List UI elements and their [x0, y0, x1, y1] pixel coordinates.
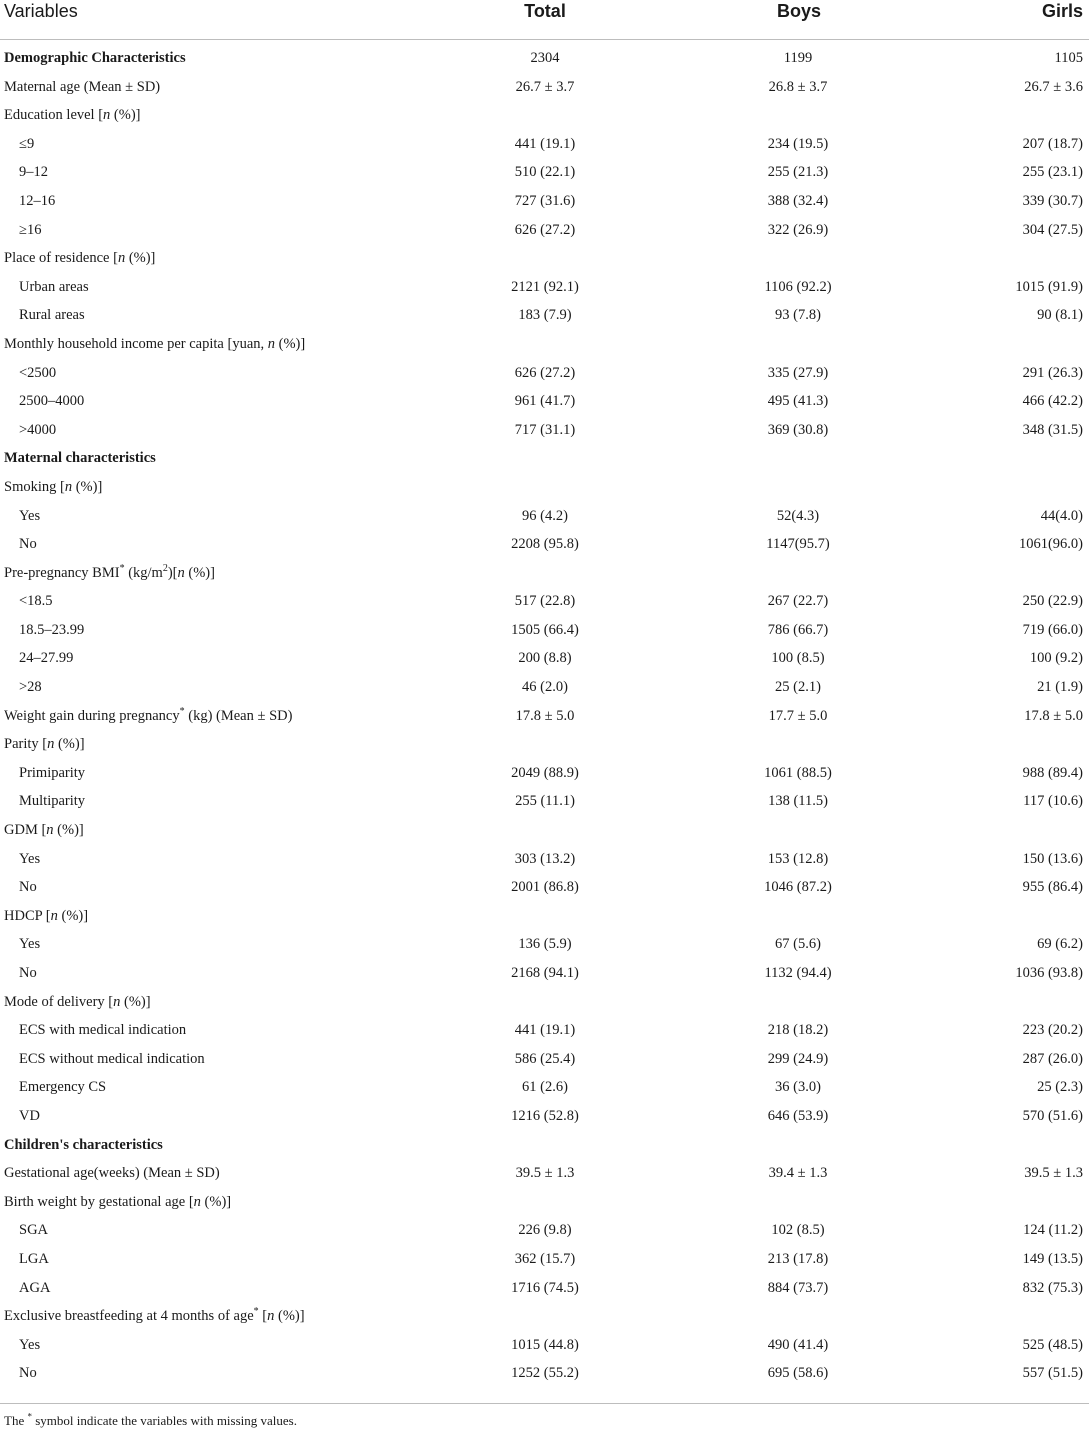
- cell-boys: 369 (30.8): [767, 421, 829, 438]
- row-label: 2500–4000: [19, 393, 85, 410]
- cell-boys: 1132 (94.4): [764, 965, 832, 981]
- cell-girls: 570 (51.6): [1022, 1107, 1083, 1124]
- cell-girls: 100 (9.2): [1029, 650, 1083, 667]
- row-label: Smoking [n (%)]: [4, 478, 103, 495]
- row-label: >28: [19, 679, 42, 696]
- row-label: 12–16: [19, 192, 56, 209]
- cell-boys: 67 (5.6): [775, 936, 821, 953]
- cell-girls: 1061(96.0): [1018, 536, 1083, 553]
- row-label: HDCP [n (%)]: [4, 907, 89, 924]
- row-label: Emergency CS: [19, 1079, 107, 1096]
- cell-girls: 255 (23.1): [1022, 164, 1083, 181]
- row-label: Monthly household income per capita [yuan, n (%)]: [4, 335, 306, 352]
- cell-girls: 124 (11.2): [1023, 1222, 1083, 1239]
- cell-total: 510 (22.1): [514, 164, 576, 181]
- cell-girls: 304 (27.5): [1022, 221, 1083, 238]
- cell-boys: 39.4 ± 1.3: [768, 1165, 828, 1182]
- table-row: [0, 1355, 1089, 1384]
- row-label: 24–27.99: [19, 650, 74, 667]
- table-row: [0, 183, 1089, 212]
- table-footnote: The * symbol indicate the variables with missing values.: [4, 1411, 297, 1428]
- header-variables: Variables: [4, 1, 78, 21]
- row-label: ≤9: [19, 135, 35, 152]
- cell-boys: 299 (24.9): [767, 1050, 829, 1067]
- header-girls: Girls: [1041, 1, 1083, 21]
- table-row: [0, 297, 1089, 326]
- row-label: GDM [n (%)]: [4, 822, 84, 839]
- row-label: Parity [n (%)]: [4, 736, 85, 753]
- cell-total: 303 (13.2): [514, 850, 576, 867]
- cell-total: 2001 (86.8): [511, 879, 579, 896]
- cell-boys: 25 (2.1): [775, 679, 821, 696]
- table-header: [0, 0, 1089, 40]
- header-total: Total: [524, 1, 566, 21]
- cell-girls: 207 (18.7): [1022, 135, 1083, 152]
- table-row: [0, 126, 1089, 155]
- table-row: [0, 1098, 1089, 1127]
- cell-boys: 17.7 ± 5.0: [768, 707, 828, 724]
- cell-boys: 1199: [783, 50, 813, 66]
- cell-total: 2208 (95.8): [511, 536, 579, 553]
- cell-boys: 138 (11.5): [768, 793, 828, 810]
- section-row: [0, 40, 1089, 69]
- row-label: Exclusive breastfeeding at 4 months of age* [n (%)]: [4, 1306, 305, 1325]
- cell-boys: 26.8 ± 3.7: [768, 78, 828, 95]
- cell-total: 226 (9.8): [518, 1222, 572, 1239]
- row-label: >4000: [19, 421, 57, 438]
- row-label: No: [19, 536, 37, 553]
- cell-total: 961 (41.7): [514, 393, 576, 410]
- table-row: [0, 812, 1089, 841]
- cell-total: 517 (22.8): [514, 593, 576, 610]
- cell-total: 441 (19.1): [514, 135, 576, 152]
- row-label: Gestational age(weeks) (Mean ± SD): [4, 1165, 220, 1182]
- cell-total: 586 (25.4): [514, 1050, 576, 1067]
- table-row: [0, 583, 1089, 612]
- cell-girls: 44(4.0): [1040, 507, 1083, 524]
- cell-boys: 495 (41.3): [767, 393, 829, 410]
- cell-boys: 255 (21.3): [767, 164, 829, 181]
- row-label: Mode of delivery [n (%)]: [4, 993, 151, 1010]
- row-label: Yes: [19, 936, 41, 953]
- cell-total: 626 (27.2): [514, 364, 576, 381]
- table-row: [0, 383, 1089, 412]
- cell-girls: 348 (31.5): [1022, 421, 1083, 438]
- cell-girls: 832 (75.3): [1022, 1279, 1083, 1296]
- row-label: Rural areas: [19, 307, 85, 324]
- cell-total: 2168 (94.1): [511, 965, 579, 981]
- cell-total: 255 (11.1): [515, 793, 575, 810]
- cell-total: 39.5 ± 1.3: [515, 1165, 575, 1182]
- section-row: [0, 440, 1089, 469]
- cell-total: 1716 (74.5): [511, 1279, 579, 1296]
- cell-boys: 388 (32.4): [767, 192, 829, 209]
- table-row: [0, 755, 1089, 784]
- cell-girls: 339 (30.7): [1022, 192, 1083, 209]
- cell-total: 362 (15.7): [514, 1250, 576, 1267]
- table-row: [0, 355, 1089, 384]
- cell-boys: 1147(95.7): [766, 536, 830, 553]
- cell-girls: 223 (20.2): [1022, 1022, 1083, 1039]
- table-row: [0, 1069, 1089, 1098]
- table-row: [0, 1184, 1089, 1213]
- cell-girls: 291 (26.3): [1022, 364, 1083, 381]
- cell-girls: 988 (89.4): [1022, 764, 1083, 781]
- cell-girls: 21 (1.9): [1037, 679, 1083, 696]
- cell-girls: 26.7 ± 3.6: [1024, 78, 1083, 95]
- row-label: Children's characteristics: [4, 1136, 163, 1153]
- cell-total: 2304: [530, 50, 560, 66]
- row-label: Maternal age (Mean ± SD): [4, 78, 161, 95]
- table-body: [0, 40, 1089, 1384]
- cell-girls: 466 (42.2): [1022, 393, 1083, 410]
- cell-boys: 1061 (88.5): [764, 764, 832, 781]
- table-row: [0, 1212, 1089, 1241]
- cell-girls: 287 (26.0): [1022, 1050, 1083, 1067]
- row-label: Yes: [19, 850, 41, 867]
- cell-boys: 1046 (87.2): [764, 879, 832, 896]
- row-label: <2500: [19, 364, 57, 381]
- row-label: ≥16: [19, 221, 42, 238]
- row-label: VD: [19, 1107, 40, 1124]
- table-row: [0, 498, 1089, 527]
- row-label: Demographic Characteristics: [4, 50, 186, 66]
- row-label: ECS without medical indication: [19, 1050, 205, 1067]
- row-label: <18.5: [19, 593, 53, 610]
- cell-boys: 36 (3.0): [775, 1079, 821, 1096]
- table-bottom-rule: [0, 1403, 1089, 1404]
- table-row: [0, 898, 1089, 927]
- row-label: No: [19, 879, 37, 896]
- row-label: ECS with medical indication: [19, 1022, 187, 1039]
- cell-boys: 234 (19.5): [767, 135, 829, 152]
- cell-boys: 213 (17.8): [767, 1250, 829, 1267]
- table-row: [0, 612, 1089, 641]
- cell-total: 46 (2.0): [522, 679, 568, 696]
- cell-boys: 100 (8.5): [771, 650, 825, 667]
- row-label: 18.5–23.99: [19, 621, 85, 638]
- row-label: Multiparity: [19, 793, 86, 810]
- table-row: [0, 955, 1089, 984]
- cell-total: 136 (5.9): [518, 936, 572, 953]
- cell-girls: 17.8 ± 5.0: [1024, 707, 1083, 724]
- cell-girls: 25 (2.3): [1037, 1079, 1083, 1096]
- table-row: [0, 869, 1089, 898]
- table-row: [0, 69, 1089, 98]
- row-label: No: [19, 965, 37, 981]
- row-label: Primiparity: [19, 764, 86, 781]
- table-row: [0, 669, 1089, 698]
- row-label: Pre-pregnancy BMI* $(kg/m^2)[n$ (%)]: [4, 562, 215, 581]
- cell-total: 1505 (66.4): [511, 621, 579, 638]
- row-label: AGA: [19, 1279, 51, 1296]
- cell-boys: 52(4.3): [776, 507, 820, 524]
- cell-total: 200 (8.8): [518, 650, 572, 667]
- table-row: [0, 154, 1089, 183]
- row-label: Yes: [19, 507, 41, 524]
- cell-boys: 884 (73.7): [767, 1279, 829, 1296]
- cell-girls: 250 (22.9): [1022, 593, 1083, 610]
- cell-boys: 322 (26.9): [767, 221, 829, 238]
- cell-boys: 646 (53.9): [767, 1107, 829, 1124]
- cell-girls: 719 (66.0): [1022, 621, 1083, 638]
- row-label: Urban areas: [19, 278, 89, 295]
- cell-total: 96 (4.2): [522, 507, 568, 524]
- table-row: [0, 326, 1089, 355]
- cell-boys: 786 (66.7): [767, 621, 829, 638]
- cell-total: 717 (31.1): [514, 421, 576, 438]
- row-label: Education level [n (%)]: [4, 107, 141, 124]
- table-row: [0, 240, 1089, 269]
- table-row: [0, 1270, 1089, 1299]
- cell-total: 61 (2.6): [522, 1079, 568, 1096]
- table-row: [0, 1298, 1089, 1327]
- table-row: [0, 412, 1089, 441]
- table-row: [0, 526, 1089, 555]
- cell-boys: 218 (18.2): [767, 1022, 829, 1039]
- row-label: 9–12: [19, 164, 48, 181]
- cell-total: 626 (27.2): [514, 221, 576, 238]
- table-row: [0, 212, 1089, 241]
- cell-boys: 695 (58.6): [767, 1365, 829, 1382]
- table-row: [0, 726, 1089, 755]
- cell-girls: 1036 (93.8): [1015, 965, 1083, 981]
- cell-total: 2121 (92.1): [511, 278, 579, 295]
- cell-girls: 1105: [1054, 50, 1083, 66]
- row-label: No: [19, 1365, 37, 1382]
- table-row: [0, 841, 1089, 870]
- row-label: Maternal characteristics: [4, 450, 156, 467]
- cell-girls: 1015 (91.9): [1015, 278, 1083, 295]
- table-row: [0, 1327, 1089, 1356]
- cell-girls: 955 (86.4): [1022, 879, 1083, 896]
- header-boys: Boys: [776, 1, 821, 21]
- cell-girls: 117 (10.6): [1023, 793, 1083, 810]
- cell-total: 2049 (88.9): [511, 764, 579, 781]
- cell-total: 1216 (52.8): [511, 1107, 579, 1124]
- table-row: [0, 1012, 1089, 1041]
- cell-total: 1015 (44.8): [511, 1336, 579, 1353]
- cell-total: 441 (19.1): [514, 1022, 576, 1039]
- table-row: [0, 269, 1089, 298]
- cell-boys: 490 (41.4): [767, 1336, 829, 1353]
- section-row: [0, 1127, 1089, 1156]
- row-label: Yes: [19, 1336, 41, 1353]
- table-row: [0, 984, 1089, 1013]
- table-row: [0, 1241, 1089, 1270]
- table-row: [0, 555, 1089, 584]
- row-label: Birth weight by gestational age [n (%)]: [4, 1193, 232, 1210]
- row-label: SGA: [19, 1222, 49, 1239]
- table-row: [0, 1155, 1089, 1184]
- cell-girls: 90 (8.1): [1037, 307, 1083, 324]
- table-row: [0, 640, 1089, 669]
- cell-girls: 39.5 ± 1.3: [1024, 1165, 1083, 1182]
- cell-girls: 69 (6.2): [1037, 936, 1083, 953]
- cell-total: 727 (31.6): [514, 192, 576, 209]
- cell-girls: 150 (13.6): [1022, 850, 1083, 867]
- cell-boys: 153 (12.8): [767, 850, 829, 867]
- cell-boys: 267 (22.7): [767, 593, 829, 610]
- cell-boys: 102 (8.5): [771, 1222, 825, 1239]
- cell-boys: 335 (27.9): [767, 364, 829, 381]
- cell-total: 183 (7.9): [518, 307, 572, 324]
- cell-total: 17.8 ± 5.0: [515, 707, 575, 724]
- cell-boys: 93 (7.8): [775, 307, 821, 324]
- table-row: [0, 469, 1089, 498]
- row-label: Weight gain during pregnancy* (kg) (Mean ± SD): [4, 705, 293, 724]
- cell-total: 1252 (55.2): [511, 1365, 579, 1382]
- cell-boys: 1106 (92.2): [764, 278, 832, 295]
- row-label: LGA: [19, 1250, 49, 1267]
- row-label: Place of residence [n (%)]: [4, 250, 156, 267]
- cell-girls: 149 (13.5): [1022, 1250, 1083, 1267]
- table-row: [0, 97, 1089, 126]
- table-row: [0, 926, 1089, 955]
- cell-total: 26.7 ± 3.7: [515, 78, 575, 95]
- table-row: [0, 783, 1089, 812]
- table-row: [0, 1041, 1089, 1070]
- table-row: [0, 698, 1089, 727]
- cell-girls: 525 (48.5): [1022, 1336, 1083, 1353]
- cell-girls: 557 (51.5): [1022, 1365, 1083, 1382]
